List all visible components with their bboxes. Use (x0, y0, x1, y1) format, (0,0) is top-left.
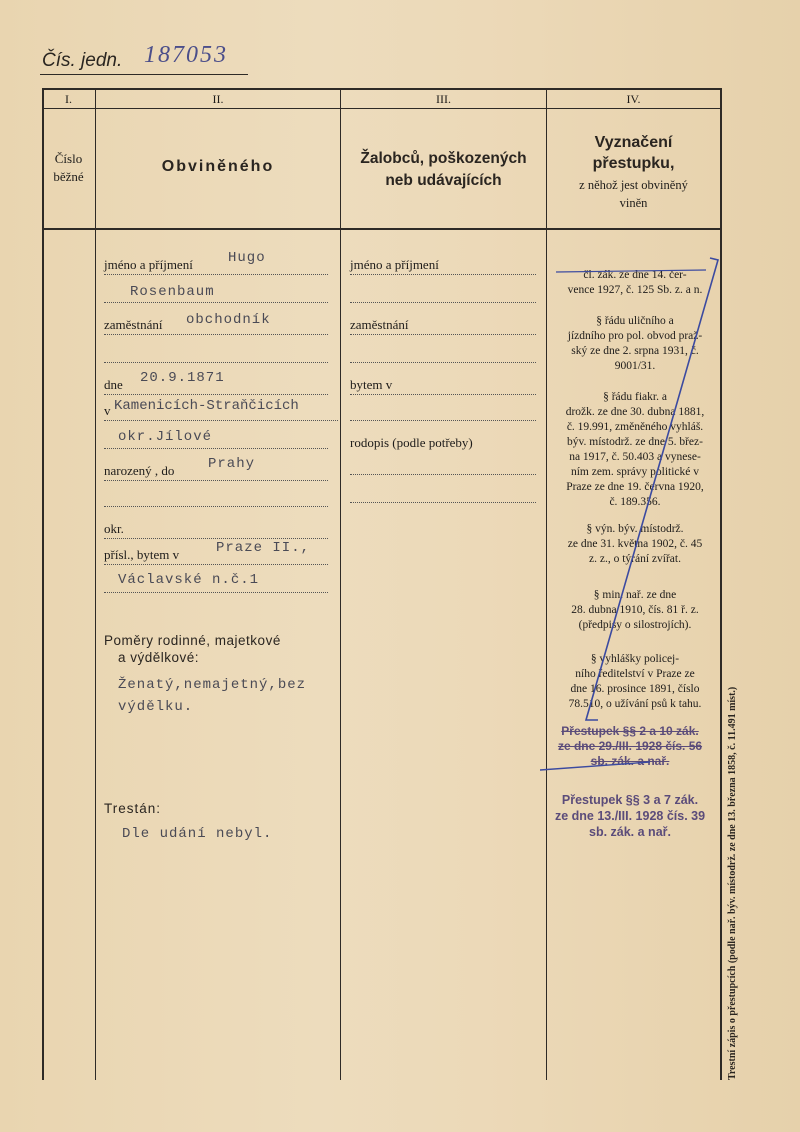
first-item-strike (556, 270, 706, 272)
accused-punished-value: Dle udání nebyl. (122, 826, 273, 842)
header-bottom-border (42, 228, 722, 230)
complainant-blank-row2 (350, 402, 536, 421)
col-header-offence-line1: Vyznačení (594, 134, 673, 151)
complainant-record-label (350, 434, 473, 452)
stamp-struck-line2: ze dne 29./III. 1928 čís. 56 (557, 739, 703, 753)
offence-5-line3: (předpisy o silostrojích). (578, 619, 692, 631)
accused-residence: Praze II., (216, 540, 311, 556)
accused-okr-row (104, 520, 328, 539)
complainant-record-text: rodopis (podle potřeby) (350, 435, 473, 450)
accused-born-value: Prahy (208, 456, 256, 472)
complainant-name-row2 (350, 284, 536, 303)
accused-birth-district: okr.Jílové (118, 429, 213, 445)
offence-4-line1: § výn. býv. místodrž. (586, 523, 684, 535)
accused-occupation: obchodník (186, 312, 271, 328)
col-header-complainants-line2: neb udávajících (385, 172, 502, 189)
offence-1-line1: čl. zák. ze dne 14. čer- (583, 269, 687, 281)
offence-6-line3: dne 16. prosince 1891, číslo (570, 683, 700, 695)
complainant-occupation-row (350, 316, 536, 335)
col-header-complainants-line1: Žalobců, poškozených (360, 150, 527, 167)
accused-name-row (104, 250, 328, 275)
offence-1-line2: vence 1927, č. 125 Sb. z. a n. (567, 284, 703, 296)
offence-2-line1: § řádu uličního a (596, 315, 674, 327)
accused-residence-label: přísl., bytem v (104, 547, 180, 562)
col-numeral-2: II. (212, 92, 224, 106)
col-header-offence-sub2: viněn (619, 196, 648, 210)
offence-3-line1: § řádu fiakr. a (603, 391, 667, 403)
numeral-row-border (42, 108, 722, 109)
accused-residence-row2 (104, 572, 328, 593)
stamp-struck-line3: sb. zák. a nař. (590, 754, 670, 768)
offence-6-line2: ního ředitelství v Praze ze (575, 668, 695, 680)
table-top-border (42, 88, 722, 90)
reference-field (40, 42, 248, 75)
accused-residence-row (104, 540, 328, 565)
stamp-strike (540, 762, 650, 770)
diagonal-strike (586, 258, 718, 720)
accused-district-row (104, 428, 328, 449)
offence-6-line4: 78.510, o užívání psů k tahu. (568, 698, 702, 710)
stamp-offence-line2: ze dne 13./III. 1928 čís. 39 (554, 809, 706, 823)
accused-okr-label: okr. (104, 521, 124, 536)
accused-family-label-line2: a výdělkové: (118, 650, 200, 665)
offence-5-line2: 28. dubna 1910, čís. 81 ř. z. (571, 604, 699, 616)
offence-3-line4: býv. místodrž. ze dne 5. břez- (567, 436, 703, 448)
col-numeral-3: III. (436, 92, 451, 106)
accused-family-value-line2: výdělku. (118, 699, 194, 715)
accused-family-label (104, 632, 330, 666)
complainant-name-label: jméno a příjmení (350, 257, 439, 272)
offence-2-line3: ský ze dne 2. srpna 1931, č. (571, 345, 699, 357)
accused-blank-row2 (104, 488, 328, 507)
stamp-offence-line1: Přestupek §§ 3 a 7 zák. (561, 793, 699, 807)
col-divider-1 (95, 88, 96, 1080)
accused-surname: Rosenbaum (130, 284, 215, 300)
accused-birthdate-row (104, 370, 328, 395)
accused-residence-address: Václavské n.č.1 (118, 572, 260, 588)
col-left-border (42, 88, 44, 1080)
complainant-name-row (350, 256, 536, 275)
complainant-occupation-label: zaměstnání (350, 317, 409, 332)
complainant-blank-row3 (350, 456, 536, 475)
offence-3-line2: drožk. ze dne 30. dubna 1881, (565, 406, 705, 418)
col-header-number-line1: Číslo (54, 151, 83, 166)
accused-name-row2 (104, 282, 328, 303)
offence-4-line3: z. z., o týrání zvířat. (589, 553, 681, 565)
col-header-accused: Obviněného (161, 158, 275, 175)
accused-occupation-label: zaměstnání (104, 317, 163, 332)
col-divider-2 (340, 88, 341, 1080)
offence-3-line5: na 1917, č. 50.403 a vynese- (569, 451, 701, 463)
col-header-offence-sub1: z něhož jest obviněný (579, 178, 688, 192)
accused-born-row (104, 456, 328, 481)
complainant-blank-row4 (350, 484, 536, 503)
accused-occupation-row (104, 312, 328, 335)
stamp-struck-line1: Přestupek §§ 2 a 10 zák. (561, 724, 699, 738)
accused-family-value (118, 674, 306, 718)
stamp-offence-line3: sb. zák. a nař. (589, 825, 671, 839)
accused-born-label: narozený , do (104, 463, 175, 478)
offence-3-line6: ním zem. správy politické v (570, 466, 700, 478)
offence-2-line4: 9001/31. (614, 360, 656, 372)
offence-6-line1: § vyhlášky policej- (590, 653, 680, 665)
accused-birthplace: Kamenicích-Straňčicích (114, 398, 299, 414)
accused-blank-row (104, 344, 328, 363)
offence-3-line3: č. 19.991, změněného vyhláš. (566, 421, 704, 433)
accused-family-value-line1: Ženatý,nemajetný,bez (118, 677, 307, 693)
offence-3-line7: Praze ze dne 19. června 1920, (566, 481, 704, 493)
accused-name-label: jméno a příjmení (104, 257, 193, 272)
accused-date-label: dne (104, 377, 123, 392)
accused-birthplace-row (104, 398, 338, 421)
col-header-offence (547, 132, 720, 212)
reference-label: Čís. jedn. (42, 50, 123, 71)
accused-place-prefix: v (104, 403, 111, 418)
accused-family-label-line1: Poměry rodinné, majetkové (104, 633, 281, 648)
reference-number: 187053 (144, 42, 228, 68)
col-header-offence-line2: přestupku, (592, 155, 675, 172)
complainant-blank-row (350, 344, 536, 363)
col-numeral-4: IV. (626, 92, 641, 106)
complainant-residence-row (350, 376, 536, 395)
accused-punished-label: Trestán: (104, 801, 162, 816)
col-header-complainants (341, 148, 546, 192)
stamp-offence (540, 792, 720, 840)
offence-4-line2: ze dne 31. května 1902, č. 45 (567, 538, 703, 550)
offence-3-line8: č. 189.356. (609, 496, 661, 508)
complainant-residence-label: bytem v (350, 377, 393, 392)
offence-5-line1: § min. nař. ze dne (593, 589, 677, 601)
accused-birthdate: 20.9.1871 (140, 370, 225, 386)
offence-2-line2: jízdního pro pol. obvod praž- (567, 330, 703, 342)
side-note: Trestní zápis o přestupcích (podle nař. býv. místodrž. ze dne 13. března 1858, č. 11.491 míst.) (727, 686, 738, 1080)
col-header-number-line2: běžné (53, 169, 84, 184)
pen-strike-marks (540, 250, 725, 790)
accused-first-name: Hugo (228, 250, 266, 266)
col-numeral-1: I. (65, 92, 72, 106)
col-header-number (42, 150, 95, 186)
